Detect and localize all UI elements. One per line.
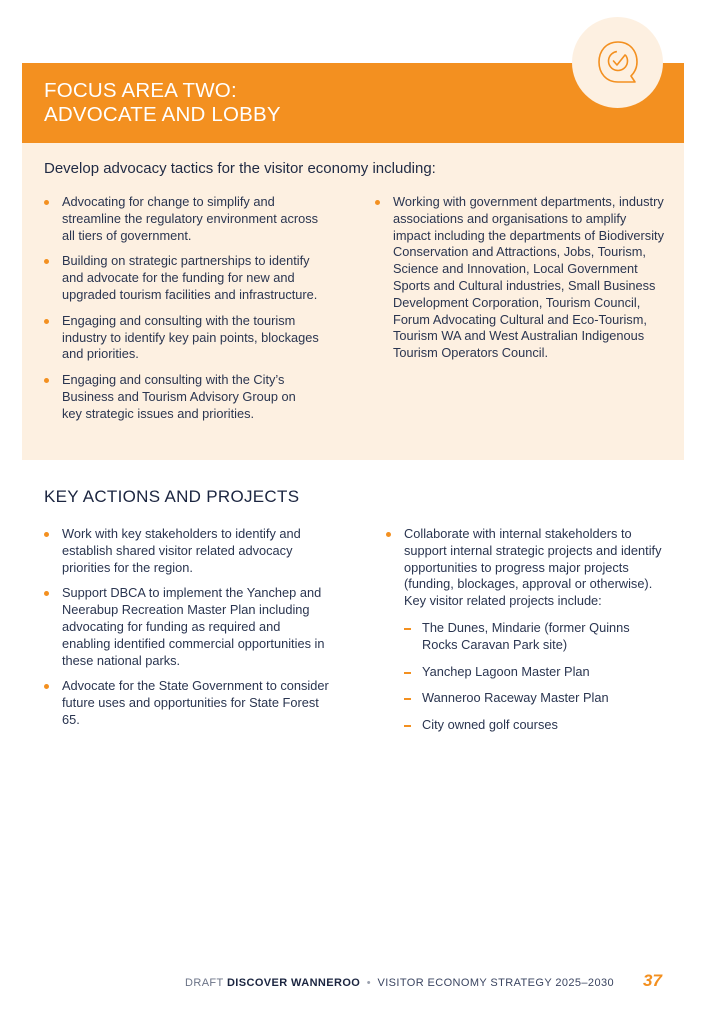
list-item: Work with key stakeholders to identify and establish shared visitor related advocacy priorities for the region. xyxy=(44,526,329,576)
sublist-item: The Dunes, Mindarie (former Quinns Rocks Caravan Park site) xyxy=(404,620,666,654)
advocacy-tactics-panel xyxy=(22,143,684,460)
sublist-item: City owned golf courses xyxy=(404,717,666,734)
list-item: Support DBCA to implement the Yanchep and Neerabup Recreation Master Plan including advocating for funding as required and enabling identified commercial opportunities in these national parks. xyxy=(44,585,329,669)
speech-bubble-check-icon xyxy=(591,36,645,90)
list-item: Advocate for the State Government to consider future uses and opportunities for State Forest 65. xyxy=(44,678,329,728)
focus-area-title xyxy=(44,79,281,127)
key-actions-list-right xyxy=(386,526,666,744)
footer-brand: DISCOVER WANNEROO xyxy=(226,977,361,989)
dash-icon xyxy=(404,698,411,700)
page-number: 37 xyxy=(643,971,662,990)
page-footer xyxy=(185,976,614,990)
list-item: Building on strategic partnerships to identify and advocate for the funding for new and upgraded tourism facilities and infrastructure. xyxy=(44,253,319,303)
bullet-icon xyxy=(44,684,49,689)
sublist-item: Yanchep Lagoon Master Plan xyxy=(404,664,666,681)
title-line-2: ADVOCATE AND LOBBY xyxy=(44,103,281,126)
list-item: Collaborate with internal stakeholders to support internal strategic projects and identify opportunities to progress major projects (funding, blockages, approval or otherwise). Key visitor related projects include: The Dunes, Mindarie (former Quinns Rocks Caravan Park site) Yanchep Lagoon Master Plan Wanneroo Raceway Master Plan City owned golf courses xyxy=(386,526,666,734)
dash-icon xyxy=(404,628,411,630)
tactics-intro: Develop advocacy tactics for the visitor economy including: xyxy=(44,160,436,177)
key-actions-list-left xyxy=(44,526,329,738)
bullet-icon xyxy=(375,200,380,205)
dash-icon xyxy=(404,672,411,674)
list-item: Working with government departments, industry associations and organisations to amplify impact including the departments of Biodiversity Conservation and Attractions, Jobs, Tourism, Science and Innovation, Local Government Sports and Cultural industries, Small Business Development Corporation, Tourism Council, Forum Advocating Cultural and Eco-Tourism, Tourism WA and West Australian Indigenous Tourism Operators Council. xyxy=(375,194,667,362)
bullet-icon xyxy=(44,532,49,537)
list-item: Engaging and consulting with the tourism industry to identify key pain points, blockages and priorities. xyxy=(44,313,319,363)
tactics-list-left xyxy=(44,194,319,432)
footer-document-title: VISITOR ECONOMY STRATEGY 2025–2030 xyxy=(377,977,614,989)
bullet-icon xyxy=(44,378,49,383)
dash-icon xyxy=(404,725,411,727)
key-actions-heading: KEY ACTIONS AND PROJECTS xyxy=(44,487,300,506)
bullet-icon xyxy=(44,200,49,205)
bullet-icon xyxy=(44,319,49,324)
sublist-item: Wanneroo Raceway Master Plan xyxy=(404,690,666,707)
tactics-list-right xyxy=(375,194,667,371)
list-item: Advocating for change to simplify and streamline the regulatory environment across all tiers of government. xyxy=(44,194,319,244)
bullet-icon xyxy=(44,259,49,264)
projects-sublist xyxy=(404,620,666,734)
footer-draft-label: DRAFT xyxy=(185,977,224,989)
list-item: Engaging and consulting with the City’s Business and Tourism Advisory Group on key strategic issues and priorities. xyxy=(44,372,319,422)
footer-separator: • xyxy=(366,977,371,989)
focus-area-badge xyxy=(572,17,663,108)
bullet-icon xyxy=(386,532,391,537)
bullet-icon xyxy=(44,591,49,596)
title-line-1: FOCUS AREA TWO: xyxy=(44,79,237,102)
